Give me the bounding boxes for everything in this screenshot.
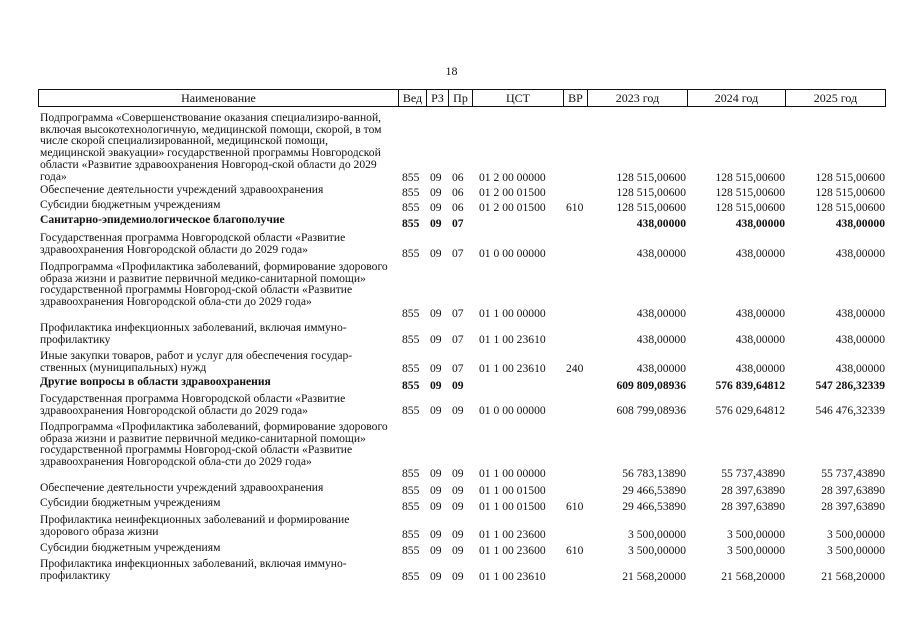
cell-y2025: 438,00000: [835, 333, 885, 346]
cell-ved: 855: [402, 484, 420, 497]
cell-pr: 07: [452, 333, 464, 346]
cell-y2023: 56 783,13890: [622, 467, 686, 480]
cell-y2025: 128 515,00600: [815, 186, 885, 199]
cell-rz: 09: [430, 362, 442, 375]
cell-pr: 09: [452, 467, 464, 480]
cell-y2023: 438,00000: [636, 307, 686, 320]
cell-cst: 01 0 00 00000: [479, 404, 546, 417]
cell-y2024: 28 397,63890: [721, 500, 785, 513]
cell-y2023: 128 515,00600: [616, 186, 686, 199]
table-row: [0, 376, 903, 392]
cell-rz: 09: [430, 484, 442, 497]
cell-ved: 855: [402, 544, 420, 557]
row-name: Субсидии бюджетным учреждениям: [40, 541, 221, 554]
cell-cst: 01 1 00 23600: [479, 544, 546, 557]
table-row: [0, 514, 903, 541]
cell-cst: 01 0 00 00000: [479, 247, 546, 260]
cell-pr: 09: [452, 570, 464, 583]
table-row: [0, 421, 903, 480]
table-row: [0, 184, 903, 199]
cell-y2024: 438,00000: [735, 247, 785, 260]
cell-cst: 01 1 00 23610: [479, 333, 546, 346]
row-name: Обеспечение деятельности учреждений здравоохранения: [40, 183, 324, 196]
row-name: Профилактика инфекционных заболеваний, включая иммуно-профилактику: [40, 321, 347, 346]
cell-cst: 01 1 00 23610: [479, 570, 546, 583]
cell-pr: 07: [452, 362, 464, 375]
cell-pr: 09: [452, 404, 464, 417]
cell-y2024: 128 515,00600: [715, 171, 785, 184]
cell-pr: 09: [452, 544, 464, 557]
cell-y2024: 3 500,00000: [727, 544, 785, 557]
cell-y2023: 438,00000: [636, 217, 686, 230]
cell-y2024: 128 515,00600: [715, 201, 785, 214]
cell-pr: 07: [452, 217, 464, 230]
header-pr: Пр: [448, 90, 472, 106]
cell-pr: 07: [452, 247, 464, 260]
cell-pr: 06: [452, 201, 464, 214]
header-vr: ВР: [563, 90, 587, 106]
cell-y2024: 21 568,20000: [721, 570, 785, 583]
cell-y2023: 128 515,00600: [616, 201, 686, 214]
header-rz: РЗ: [426, 90, 448, 106]
table-row: [0, 214, 903, 230]
cell-y2024: 576 029,64812: [715, 404, 785, 417]
cell-cst: 01 1 00 00000: [479, 467, 546, 480]
cell-cst: 01 1 00 00000: [479, 307, 546, 320]
row-name: Профилактика инфекционных заболеваний, включая иммуно-профилактику: [40, 557, 347, 582]
cell-y2023: 3 500,00000: [628, 544, 686, 557]
cell-rz: 09: [430, 528, 442, 541]
cell-cst: 01 1 00 23600: [479, 528, 546, 541]
table-row: [0, 232, 903, 260]
table-row: [0, 322, 903, 346]
cell-pr: 06: [452, 171, 464, 184]
cell-y2025: 28 397,63890: [821, 500, 885, 513]
header-ved: Вед: [398, 90, 426, 106]
cell-y2024: 438,00000: [735, 217, 785, 230]
cell-cst: 01 1 00 01500: [479, 484, 546, 497]
table-row: [0, 558, 903, 583]
cell-cst: 01 2 00 01500: [479, 201, 546, 214]
cell-y2023: 438,00000: [636, 362, 686, 375]
cell-y2025: 128 515,00600: [815, 201, 885, 214]
cell-y2025: 21 568,20000: [821, 570, 885, 583]
cell-rz: 09: [430, 467, 442, 480]
cell-rz: 09: [430, 500, 442, 513]
cell-y2024: 438,00000: [735, 362, 785, 375]
row-name: Другие вопросы в области здравоохранения: [40, 375, 271, 388]
header-name: Наименование: [181, 91, 256, 105]
cell-y2024: 438,00000: [735, 307, 785, 320]
cell-pr: 07: [452, 307, 464, 320]
header-2025: 2025 год: [785, 90, 885, 106]
header-2023: 2023 год: [587, 90, 687, 106]
table-row: [0, 482, 903, 497]
cell-ved: 855: [402, 247, 420, 260]
cell-rz: 09: [430, 544, 442, 557]
cell-y2025: 438,00000: [835, 307, 885, 320]
cell-y2023: 128 515,00600: [616, 171, 686, 184]
table-row: [0, 261, 903, 320]
row-name: Обеспечение деятельности учреждений здравоохранения: [40, 481, 324, 494]
cell-rz: 09: [430, 570, 442, 583]
cell-rz: 09: [430, 171, 442, 184]
row-name: Подпрограмма «Профилактика заболеваний, формирование здорового образа жизни и развитие первичной медико-санитарной помощи» государственной программы Новгород-ской области «Развитие здравоохранения Новгородской обла-сти до 2029 года»: [40, 420, 388, 469]
cell-y2024: 3 500,00000: [727, 528, 785, 541]
cell-rz: 09: [430, 247, 442, 260]
cell-ved: 855: [402, 333, 420, 346]
cell-pr: 06: [452, 186, 464, 199]
cell-ved: 855: [402, 528, 420, 541]
cell-y2025: 3 500,00000: [827, 544, 885, 557]
cell-y2023: 608 799,08936: [616, 404, 686, 417]
cell-ved: 855: [402, 307, 420, 320]
cell-ved: 855: [402, 404, 420, 417]
cell-y2023: 3 500,00000: [628, 528, 686, 541]
cell-pr: 09: [452, 500, 464, 513]
cell-ved: 855: [402, 570, 420, 583]
cell-ved: 855: [402, 217, 420, 230]
row-name: Государственная программа Новгородской области «Развитие здравоохранения Новгородской области до 2029 года»: [40, 392, 346, 417]
cell-rz: 09: [430, 379, 442, 392]
cell-y2025: 128 515,00600: [815, 171, 885, 184]
cell-cst: 01 1 00 23610: [479, 362, 546, 375]
cell-pr: 09: [452, 528, 464, 541]
cell-vr: 610: [566, 500, 584, 513]
cell-cst: 01 2 00 01500: [479, 186, 546, 199]
cell-y2025: 3 500,00000: [827, 528, 885, 541]
cell-ved: 855: [402, 201, 420, 214]
cell-y2025: 546 476,32339: [815, 404, 885, 417]
row-name: Государственная программа Новгородской области «Развитие здравоохранения Новгородской области до 2029 года»: [40, 231, 346, 256]
table-row: [0, 112, 903, 184]
cell-vr: 610: [566, 201, 584, 214]
row-name: Иные закупки товаров, работ и услуг для обеспечения государ-ственных (муниципальных) нужд: [40, 349, 353, 374]
cell-y2023: 29 466,53890: [622, 500, 686, 513]
cell-y2025: 547 286,32339: [815, 379, 885, 392]
cell-vr: 240: [566, 362, 584, 375]
cell-y2025: 438,00000: [835, 247, 885, 260]
table-row: [0, 393, 903, 417]
cell-pr: 09: [452, 379, 464, 392]
row-name: Санитарно-эпидемиологическое благополучие: [40, 213, 285, 226]
cell-y2024: 55 737,43890: [721, 467, 785, 480]
header-cst: ЦСТ: [472, 90, 563, 106]
cell-y2024: 576 839,64812: [715, 379, 785, 392]
cell-ved: 855: [402, 379, 420, 392]
cell-rz: 09: [430, 307, 442, 320]
cell-rz: 09: [430, 217, 442, 230]
cell-rz: 09: [430, 201, 442, 214]
cell-rz: 09: [430, 333, 442, 346]
cell-ved: 855: [402, 186, 420, 199]
table-row: [0, 350, 903, 375]
cell-cst: 01 1 00 01500: [479, 500, 546, 513]
cell-y2024: 28 397,63890: [721, 484, 785, 497]
table-row: [0, 542, 903, 557]
table-row: [0, 199, 903, 214]
cell-y2023: 609 809,08936: [616, 379, 686, 392]
cell-ved: 855: [402, 362, 420, 375]
cell-ved: 855: [402, 171, 420, 184]
cell-y2025: 28 397,63890: [821, 484, 885, 497]
row-name: Профилактика неинфекционных заболеваний и формирование здорового образа жизни: [40, 513, 350, 538]
cell-y2023: 438,00000: [636, 333, 686, 346]
row-name: Субсидии бюджетным учреждениям: [40, 496, 221, 509]
cell-y2023: 438,00000: [636, 247, 686, 260]
row-name: Подпрограмма «Профилактика заболеваний, формирование здорового образа жизни и развитие первичной медико-санитарной помощи» государственной программы Новгород-ской области «Развитие здравоохранения Новгородской обла-сти до 2029 года»: [40, 260, 388, 309]
header-2024: 2024 год: [687, 90, 785, 106]
row-name: Субсидии бюджетным учреждениям: [40, 198, 221, 211]
cell-y2023: 29 466,53890: [622, 484, 686, 497]
cell-cst: 01 2 00 00000: [479, 171, 546, 184]
cell-y2024: 128 515,00600: [715, 186, 785, 199]
cell-ved: 855: [402, 500, 420, 513]
cell-y2025: 438,00000: [835, 217, 885, 230]
cell-vr: 610: [566, 544, 584, 557]
cell-rz: 09: [430, 186, 442, 199]
cell-y2024: 438,00000: [735, 333, 785, 346]
cell-y2025: 55 737,43890: [821, 467, 885, 480]
table-header: [38, 89, 886, 107]
table-row: [0, 497, 903, 513]
page-number: 18: [445, 64, 458, 78]
cell-rz: 09: [430, 404, 442, 417]
cell-pr: 09: [452, 484, 464, 497]
cell-y2025: 438,00000: [835, 362, 885, 375]
cell-ved: 855: [402, 467, 420, 480]
row-name: Подпрограмма «Совершенствование оказания специализиро-ванной, включая высокотехнологичную, медицинской помощи, скорой, в том числе скорой специализированной, медицинской помощи, медицинской эвакуации» государственной программы Новгородской области «Развитие здравоохранения Новгород-ской области до 2029 года»: [40, 111, 382, 183]
cell-y2023: 21 568,20000: [622, 570, 686, 583]
